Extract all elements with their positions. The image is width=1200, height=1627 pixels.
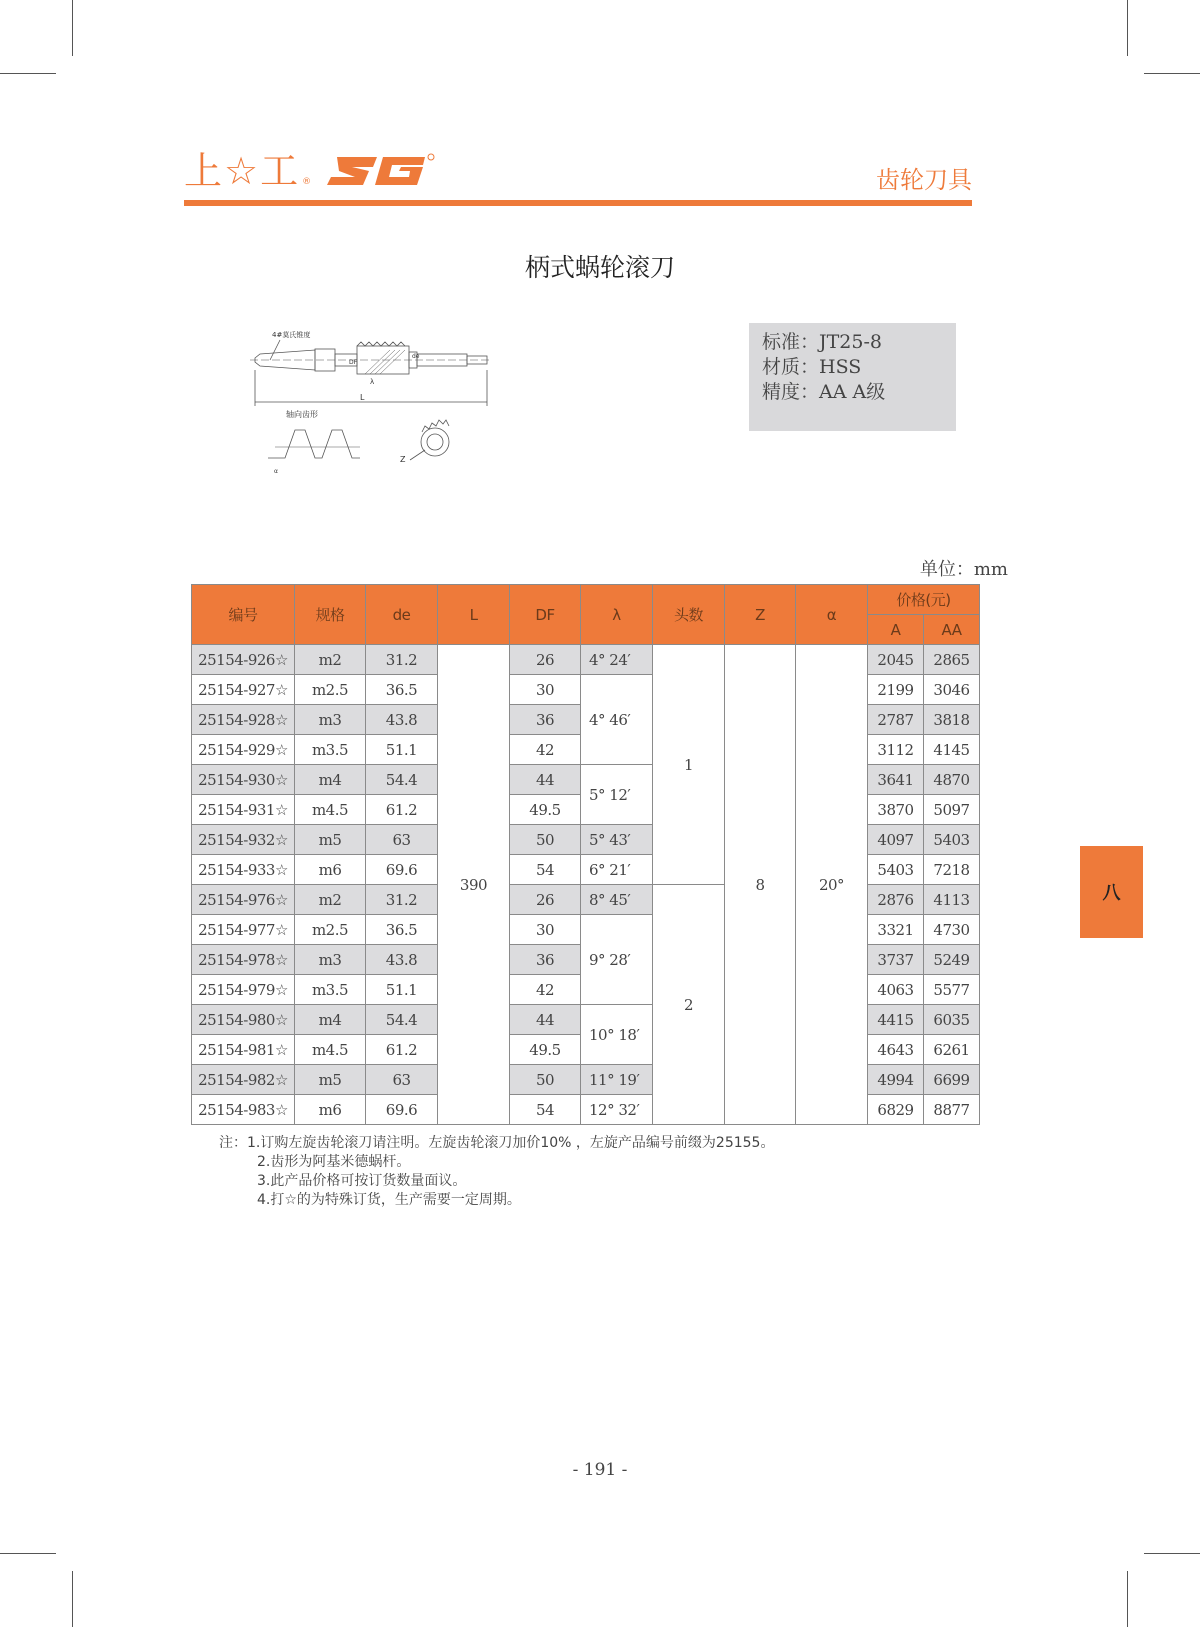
crop-mark	[1127, 1571, 1128, 1627]
cell-de: 61.2	[366, 795, 438, 825]
cell-df: 30	[510, 675, 581, 705]
cell-price-a: 2045	[868, 645, 924, 675]
cell-price-a: 2787	[868, 705, 924, 735]
cell-df: 26	[510, 645, 581, 675]
product-table	[191, 584, 980, 1125]
cell-df: 26	[510, 885, 581, 915]
note-1: 注：1.订购左旋齿轮滚刀请注明。左旋齿轮滚刀加价10% ，左旋产品编号前缀为25155。	[219, 1135, 775, 1151]
note-4: 4.打☆的为特殊订货，生产需要一定周期。	[257, 1192, 521, 1208]
cell-df: 42	[510, 735, 581, 765]
page-number: - 191 -	[572, 1460, 628, 1480]
cell-df: 44	[510, 765, 581, 795]
cell-z: 8	[725, 645, 796, 1125]
cell-de: 43.8	[366, 705, 438, 735]
cell-code: 25154-930☆	[192, 765, 295, 795]
cell-de: 69.6	[366, 1095, 438, 1125]
cell-code: 25154-929☆	[192, 735, 295, 765]
hob-drawing	[250, 320, 520, 500]
cell-size: m5	[295, 1065, 366, 1095]
notes	[219, 1134, 774, 1210]
cell-price-aa: 6035	[924, 1005, 980, 1035]
header-starts: 头数	[653, 585, 725, 645]
cell-price-aa: 4145	[924, 735, 980, 765]
brand-logo	[184, 143, 464, 193]
note-3: 3.此产品价格可按订货数量面议。	[257, 1173, 467, 1189]
table-body	[192, 645, 980, 1125]
cell-de: 31.2	[366, 885, 438, 915]
cell-price-a: 2876	[868, 885, 924, 915]
cell-l: 390	[438, 645, 510, 1125]
cell-de: 54.4	[366, 1005, 438, 1035]
cell-price-a: 3737	[868, 945, 924, 975]
cell-df: 36	[510, 945, 581, 975]
category-title: 齿轮刀具	[876, 166, 972, 194]
registered-mark-icon: ®	[302, 177, 312, 187]
cell-price-aa: 4870	[924, 765, 980, 795]
cell-lambda: 10° 18′	[581, 1005, 653, 1065]
cell-size: m2	[295, 645, 366, 675]
cell-size: m2.5	[295, 915, 366, 945]
cell-lambda: 9° 28′	[581, 915, 653, 1005]
cell-code: 25154-927☆	[192, 675, 295, 705]
crop-mark	[72, 0, 73, 56]
cell-de: 51.1	[366, 735, 438, 765]
profile-label: 轴向齿形	[286, 410, 318, 419]
brand-sg-logo	[325, 149, 435, 193]
cell-code: 25154-977☆	[192, 915, 295, 945]
df-label: DF	[349, 359, 358, 366]
spec-material: 材质：HSS	[762, 356, 862, 378]
cell-de: 43.8	[366, 945, 438, 975]
crop-mark	[0, 1553, 56, 1554]
header-price-aa: AA	[924, 615, 980, 645]
cell-lambda: 11° 19′	[581, 1065, 653, 1095]
cell-price-aa: 8877	[924, 1095, 980, 1125]
header-lambda: λ	[581, 585, 653, 645]
cell-price-a: 3870	[868, 795, 924, 825]
brand-cn-wordmark: 上☆工	[184, 149, 301, 193]
cell-size: m6	[295, 1095, 366, 1125]
cell-code: 25154-928☆	[192, 705, 295, 735]
header-alpha: α	[796, 585, 868, 645]
cell-de: 31.2	[366, 645, 438, 675]
cell-code: 25154-980☆	[192, 1005, 295, 1035]
cell-price-a: 3641	[868, 765, 924, 795]
cell-price-a: 6829	[868, 1095, 924, 1125]
cell-price-a: 4994	[868, 1065, 924, 1095]
cell-price-aa: 4113	[924, 885, 980, 915]
l-label: L	[360, 393, 365, 402]
cell-df: 50	[510, 825, 581, 855]
cell-size: m4	[295, 765, 366, 795]
cell-lambda: 12° 32′	[581, 1095, 653, 1125]
cell-lambda: 5° 12′	[581, 765, 653, 825]
cell-code: 25154-978☆	[192, 945, 295, 975]
cell-de: 54.4	[366, 765, 438, 795]
cell-df: 49.5	[510, 1035, 581, 1065]
cell-lambda: 4° 46′	[581, 675, 653, 765]
cell-price-aa: 2865	[924, 645, 980, 675]
cell-price-aa: 5249	[924, 945, 980, 975]
cell-de: 63	[366, 825, 438, 855]
crop-mark	[0, 73, 56, 74]
de-label: de	[412, 353, 420, 360]
cell-price-aa: 6261	[924, 1035, 980, 1065]
cell-df: 50	[510, 1065, 581, 1095]
cell-df: 30	[510, 915, 581, 945]
crop-mark	[1127, 0, 1128, 56]
cell-size: m3	[295, 705, 366, 735]
cell-price-a: 3321	[868, 915, 924, 945]
spec-precision: 精度：AA A级	[762, 381, 886, 403]
cell-price-aa: 3818	[924, 705, 980, 735]
cell-size: m3.5	[295, 975, 366, 1005]
cell-de: 36.5	[366, 675, 438, 705]
cell-size: m2	[295, 885, 366, 915]
spec-standard: 标准：JT25-8	[762, 331, 882, 353]
page-title: 柄式蜗轮滚刀	[524, 253, 675, 282]
cell-de: 69.6	[366, 855, 438, 885]
cell-df: 44	[510, 1005, 581, 1035]
z-label: Z	[400, 455, 406, 464]
cell-size: m5	[295, 825, 366, 855]
header-code: 编号	[192, 585, 295, 645]
cell-df: 54	[510, 855, 581, 885]
cell-code: 25154-979☆	[192, 975, 295, 1005]
header-l: L	[438, 585, 510, 645]
header-df: DF	[510, 585, 581, 645]
cell-price-a: 4643	[868, 1035, 924, 1065]
crop-mark	[1144, 73, 1200, 74]
cell-de: 61.2	[366, 1035, 438, 1065]
cell-df: 42	[510, 975, 581, 1005]
cell-size: m2.5	[295, 675, 366, 705]
taper-label: 4#莫氏锥度	[272, 331, 311, 339]
cell-price-aa: 7218	[924, 855, 980, 885]
cell-price-a: 4097	[868, 825, 924, 855]
lambda-label: λ	[370, 378, 375, 386]
cell-starts: 2	[653, 885, 725, 1125]
cell-size: m3	[295, 945, 366, 975]
cell-lambda: 6° 21′	[581, 855, 653, 885]
cell-code: 25154-976☆	[192, 885, 295, 915]
cell-size: m6	[295, 855, 366, 885]
cell-lambda: 4° 24′	[581, 645, 653, 675]
header-rule	[184, 200, 972, 206]
cell-df: 36	[510, 705, 581, 735]
cell-size: m3.5	[295, 735, 366, 765]
cell-size: m4.5	[295, 1035, 366, 1065]
unit-label: 单位：mm	[919, 559, 1008, 580]
chapter-tab: 八	[1080, 846, 1143, 938]
cell-df: 49.5	[510, 795, 581, 825]
cell-price-a: 4063	[868, 975, 924, 1005]
cell-price-aa: 5577	[924, 975, 980, 1005]
spec-box	[749, 323, 956, 431]
header-de: de	[366, 585, 438, 645]
cell-code: 25154-981☆	[192, 1035, 295, 1065]
cell-price-aa: 3046	[924, 675, 980, 705]
cell-starts: 1	[653, 645, 725, 885]
cell-de: 63	[366, 1065, 438, 1095]
cell-price-a: 2199	[868, 675, 924, 705]
crop-mark	[72, 1571, 73, 1627]
cell-de: 36.5	[366, 915, 438, 945]
cell-code: 25154-983☆	[192, 1095, 295, 1125]
cell-price-aa: 5403	[924, 825, 980, 855]
cell-code: 25154-982☆	[192, 1065, 295, 1095]
header-size: 规格	[295, 585, 366, 645]
alpha-label: α	[274, 468, 278, 475]
cell-de: 51.1	[366, 975, 438, 1005]
cell-code: 25154-926☆	[192, 645, 295, 675]
cell-code: 25154-933☆	[192, 855, 295, 885]
cell-size: m4	[295, 1005, 366, 1035]
table-row	[192, 645, 980, 675]
cell-price-a: 5403	[868, 855, 924, 885]
cell-price-a: 3112	[868, 735, 924, 765]
header-price: 价格(元)	[868, 585, 980, 615]
header-z: Z	[725, 585, 796, 645]
crop-mark	[1144, 1553, 1200, 1554]
cell-lambda: 8° 45′	[581, 885, 653, 915]
note-2: 2.齿形为阿基米德蜗杆。	[257, 1154, 411, 1170]
cell-code: 25154-931☆	[192, 795, 295, 825]
cell-price-a: 4415	[868, 1005, 924, 1035]
cell-df: 54	[510, 1095, 581, 1125]
cell-lambda: 5° 43′	[581, 825, 653, 855]
cell-price-aa: 6699	[924, 1065, 980, 1095]
header-price-a: A	[868, 615, 924, 645]
cell-price-aa: 4730	[924, 915, 980, 945]
cell-price-aa: 5097	[924, 795, 980, 825]
cell-code: 25154-932☆	[192, 825, 295, 855]
cell-size: m4.5	[295, 795, 366, 825]
cell-alpha: 20°	[796, 645, 868, 1125]
